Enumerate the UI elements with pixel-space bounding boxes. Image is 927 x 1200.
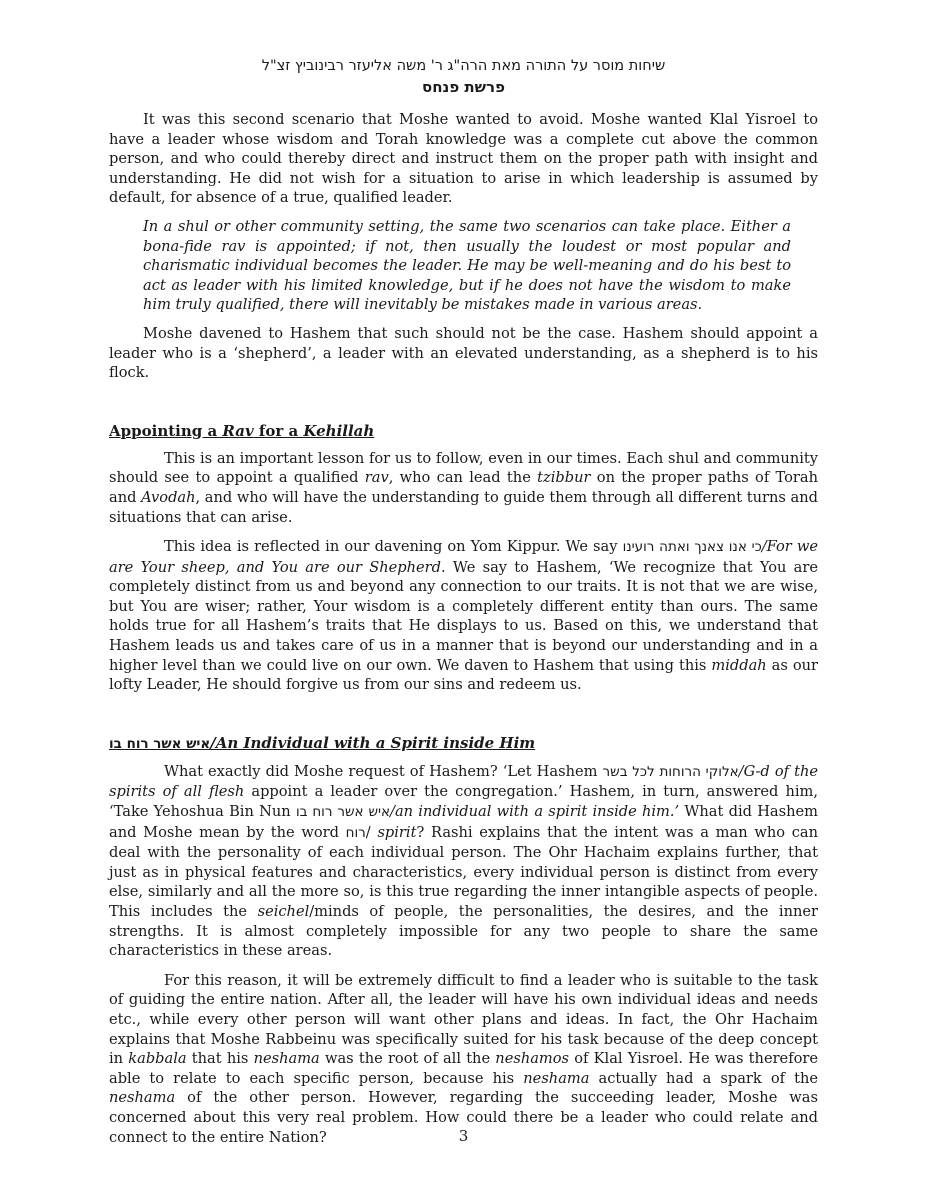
section-heading-spirit-inside: איש אשר רוח בו/An Individual with a Spirit inside Him [109, 733, 536, 752]
page-number: 3 [458, 1127, 469, 1145]
section-heading-appointing-rav: Appointing a Rav for a Kehillah [109, 421, 375, 440]
paragraph-yom-kippur: This idea is reflected in our davening on Yom Kippur. We say כי אנו צאנך ואתה רועינו/For we are Your sheep, and You are our Shepherd. We say to Hashem, ‘We recognize that You are completely distinct from us and beyond any connection to our traits. It is not that we are wise, but You are wiser; rather, Your wisdom is a completely different entity than ours. The same holds true for all Hashem’s traits that He displays to us. Based on this, we understand that Hashem leads us and takes care of us in a manner that is beyond our understanding and in a higher level than we could live on our own. We daven to Hashem that using this middah as our lofty Leader, He should forgive us from our sins and redeem us. [109, 538, 818, 694]
italic-block-quote: In a shul or other community setting, the same two scenarios can take place. Either a bona-fide rav is appointed; if not, then usually the loudest or most popular and charismatic individual becomes the leader. He may be well-meaning and do his best to act as leader with his limited knowledge, but if he does not have the wisdom to make him truly qualified, there will inevitably be mistakes made in various areas. [143, 217, 791, 314]
paragraph-important-lesson: This is an important lesson for us to follow, even in our times. Each shul and community should see to appoint a qualified rav, who can lead the tzibbur on the proper paths of Torah and Avodah, and who will have the understanding to guide them through all different turns and situations that can arise. [109, 449, 819, 526]
paragraph-shepherd: Moshe davened to Hashem that such should not be the case. Hashem should appoint a leader who is a ‘shepherd’, a leader with an elevated understanding, as a shepherd is to his flock. [109, 324, 818, 382]
paragraph-second-scenario: It was this second scenario that Moshe wanted to avoid. Moshe wanted Klal Yisroel to have a leader whose wisdom and Torah knowledge was a complete cut above the common person, and who could thereby direct and instruct them on the proper path with insight and understanding. He did not wish for a situation to arise in which leadership is assumed by default, for absence of a true, qualified leader. [109, 111, 818, 207]
paragraph-difficult-leader: For this reason, it will be extremely difficult to find a leader who is suitable to the task of guiding the entire nation. After all, the leader will have his own individual ideas and needs etc., while every other person will want other plans and ideas. In fact, the Ohr Hachaim explains that Moshe Rabbeinu was specifically suited for his task because of the deep concept in kabbala that his neshama was the root of all the neshamos of Klal Yisroel. He was therefore able to relate to each specific person, because his neshama actually had a spark of the neshama of the other person. However, regarding the succeeding leader, Moshe was concerned about this very real problem. How could there be a leader who could relate and connect to the entire Nation? [109, 971, 818, 1146]
header-author-line: שיחות מוסר על התורה מאת הרה"ג ר' משה אליעזר רבינוביץ זצ"ל [261, 58, 666, 74]
document-page [109, 56, 818, 1147]
running-header [109, 56, 818, 98]
header-parsha-line: פרשת פנחס [422, 78, 505, 96]
paragraph-moshe-request: What exactly did Moshe request of Hashem? ‘Let Hashem אלוקי הרוחות לכל בשר/G-d of the spirits of all flesh appoint a leader over the congregation.’ Hashem, in turn, answered him, ‘Take Yehoshua Bin Nun איש אשר רוח בו/an individual with a spirit inside him.’ What did Hashem and Moshe mean by the word רוח/ spirit? Rashi explains that the intent was a man who can deal with the personality of each individual person. The Ohr Hachaim explains further, that just as in physical features and characteristics, every individual person is distinct from every else, similarly and all the more so, is this true regarding the inner intangible aspects of people. This includes the seichel/minds of people, the personalities, the desires, and the inner strengths. It is almost completely impossible for any two people to share the same characteristics in these areas. [109, 762, 819, 960]
